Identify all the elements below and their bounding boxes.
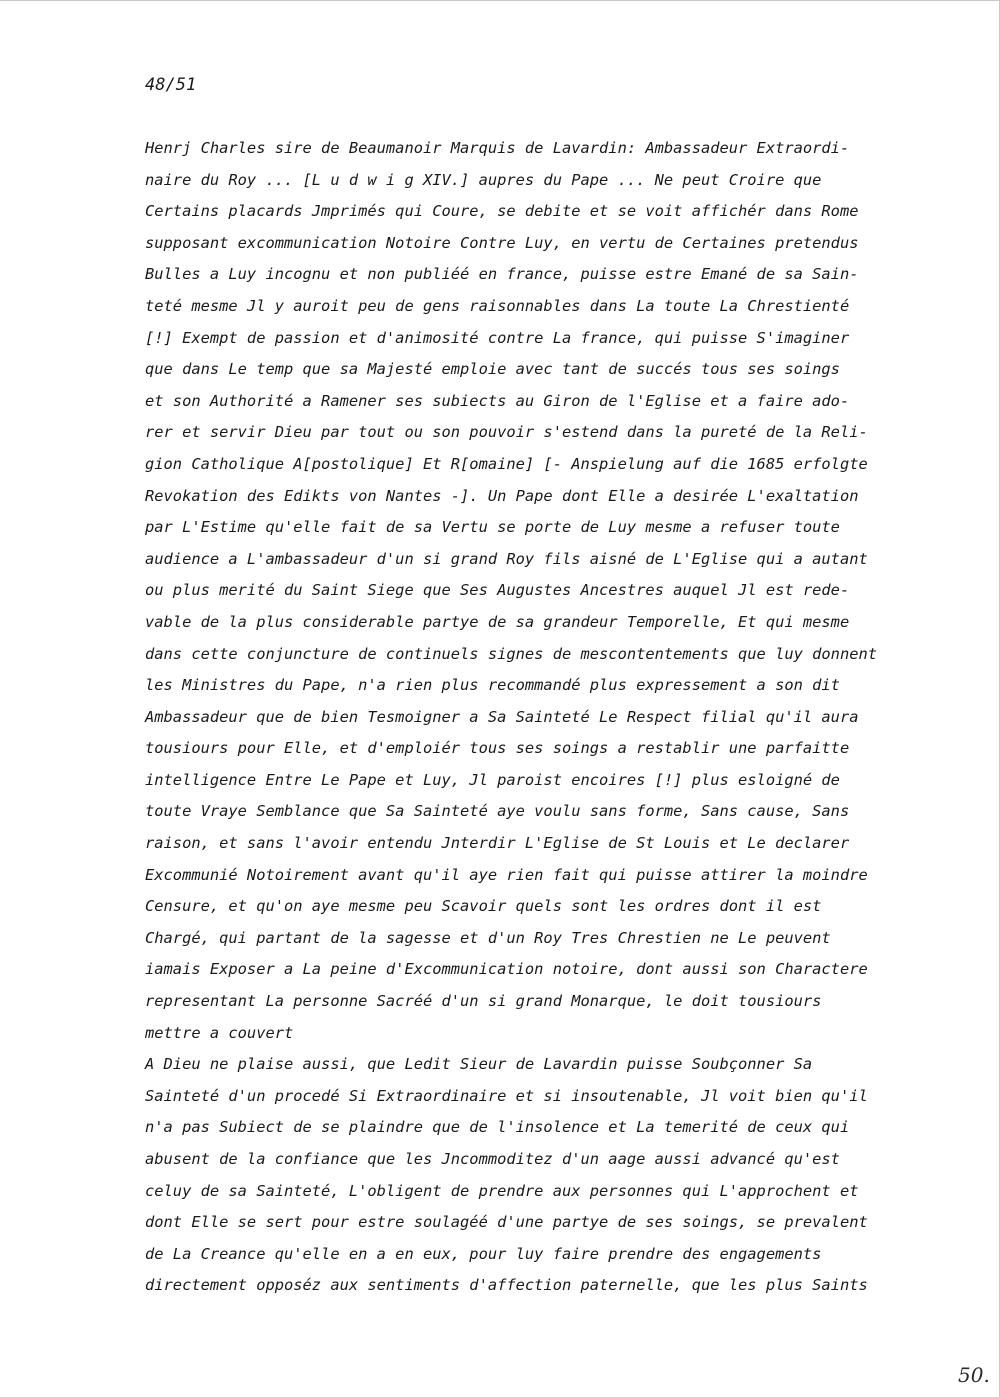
text-line: [!] Exempt de passion et d'animosité contre La france, qui puisse S'imaginer: [145, 328, 850, 347]
text-line: par L'Estime qu'elle fait de sa Vertu se porte de Luy mesme a refuser toute: [145, 518, 840, 537]
text-line: supposant excommunication Notoire Contre Luy, en vertu de Certaines pretendus: [145, 233, 859, 252]
text-line: gion Catholique A[postolique] Et R[omaine] [- Anspielung auf die 1685 erfolgte: [145, 454, 868, 473]
text-line: raison, et sans l'avoir entendu Jnterdir L'Eglise de St Louis et Le declarer: [145, 834, 850, 853]
text-line: n'a pas Subiect de se plaindre que de l'insolence et La temerité de ceux qui: [145, 1118, 850, 1137]
text-line: tousiours pour Elle, et d'emploiér tous ses soings a restablir une parfaitte: [145, 739, 850, 758]
text-line: celuy de sa Sainteté, L'obligent de prendre aux personnes qui L'approchent et: [145, 1181, 859, 1200]
text-line: representant La personne Sacréé d'un si grand Monarque, le doit tousiours: [145, 992, 822, 1011]
text-line: Henrj Charles sire de Beaumanoir Marquis de Lavardin: Ambassadeur Extraordi-: [145, 139, 850, 157]
body-text: [145, 133, 945, 1302]
text-line: les Ministres du Pape, n'a rien plus recommandé plus expressement a son dit: [145, 676, 840, 695]
text-line: directement opposéz aux sentiments d'affection paternelle, que les plus Saints: [145, 1276, 868, 1295]
text-line: ou plus merité du Saint Siege que Ses Augustes Ancestres auquel Jl est rede-: [145, 581, 850, 600]
handwritten-folio-mark: 50.: [958, 1363, 990, 1387]
text-line: naire du Roy ... [L u d w i g XIV.] aupres du Pape ... Ne peut Croire que: [145, 170, 822, 189]
text-line: toute Vraye Semblance que Sa Sainteté aye voulu sans forme, Sans cause, Sans: [145, 802, 850, 821]
text-line: dans cette conjuncture de continuels signes de mescontentements que luy donnent: [145, 644, 878, 663]
text-line: Certains placards Jmprimés qui Coure, se debite et se voit affichér dans Rome: [145, 202, 859, 221]
text-line: audience a L'ambassadeur d'un si grand Roy fils aisné de L'Eglise qui a autant: [145, 549, 868, 568]
text-line: de La Creance qu'elle en a en eux, pour luy faire prendre des engagements: [145, 1244, 822, 1263]
text-line: A Dieu ne plaise aussi, que Ledit Sieur de Lavardin puisse Soubçonner Sa: [145, 1055, 813, 1074]
text-line: Bulles a Luy incognu et non publiéé en france, puisse estre Emané de sa Sain-: [145, 265, 859, 284]
text-line: dont Elle se sert pour estre soulagéé d'une partye de ses soings, se prevalent: [145, 1213, 868, 1232]
text-line: Revokation des Edikts von Nantes -]. Un Pape dont Elle a desirée L'exaltation: [145, 486, 859, 505]
text-line: Excommunié Notoirement avant qu'il aye rien fait qui puisse attirer la moindre: [145, 865, 868, 884]
text-line: mettre a couvert: [145, 1023, 294, 1042]
text-line: Sainteté d'un procedé Si Extraordinaire et si insoutenable, Jl voit bien qu'il: [145, 1086, 868, 1105]
text-line: Censure, et qu'on aye mesme peu Scavoir quels sont les ordres dont il est: [145, 897, 822, 916]
text-line: Ambassadeur que de bien Tesmoigner a Sa Sainteté Le Respect filial qu'il aura: [145, 707, 859, 726]
text-line: iamais Exposer a La peine d'Excommunication notoire, dont aussi son Charactere: [145, 960, 868, 979]
text-line: Chargé, qui partant de la sagesse et d'un Roy Tres Chrestien ne Le peuvent: [145, 928, 831, 947]
text-line: que dans Le temp que sa Majesté emploie avec tant de succés tous ses soings: [145, 360, 840, 379]
text-line: vable de la plus considerable partye de sa grandeur Temporelle, Et qui mesme: [145, 612, 850, 631]
text-line: intelligence Entre Le Pape et Luy, Jl paroist encoires [!] plus esloigné de: [145, 770, 840, 789]
text-line: abusent de la confiance que les Jncommoditez d'un aage aussi advancé qu'est: [145, 1150, 840, 1168]
text-line: rer et servir Dieu par tout ou son pouvoir s'estend dans la pureté de la Reli-: [145, 423, 868, 442]
text-line: teté mesme Jl y auroit peu de gens raisonnables dans La toute La Chrestienté: [145, 296, 850, 315]
page-number: 48/51: [145, 75, 197, 95]
text-line: et son Authorité a Ramener ses subiects au Giron de l'Eglise et a faire ado-: [145, 391, 850, 410]
